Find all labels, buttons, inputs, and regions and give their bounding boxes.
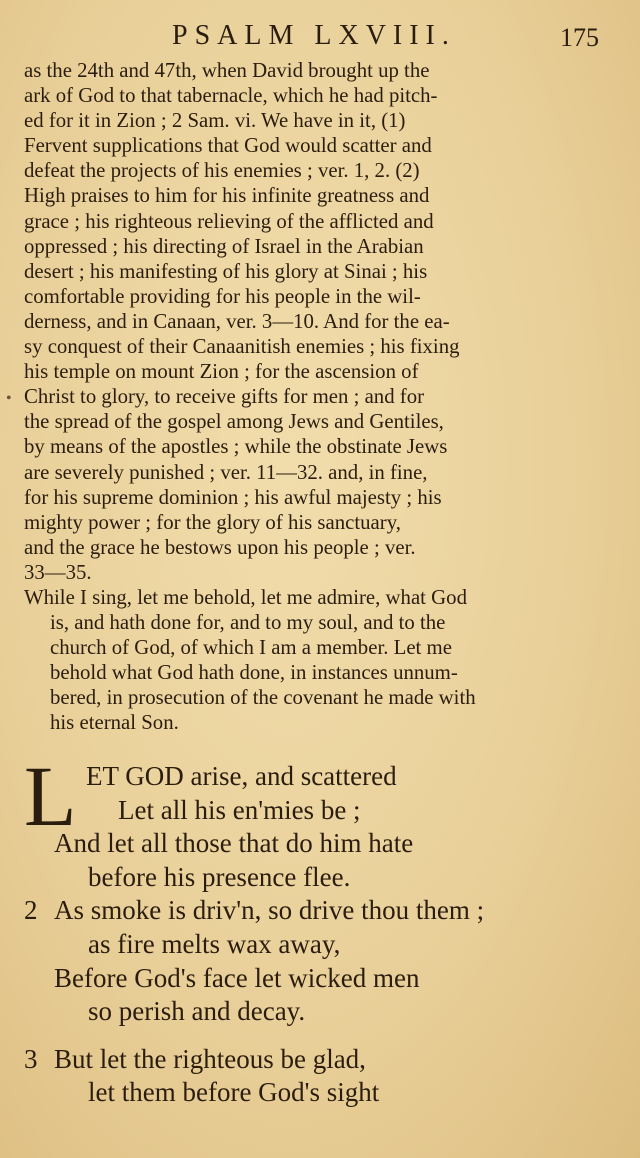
reflection-line: While I sing, let me behold, let me admire, what God [24,585,467,609]
argument-line: derness, and in Canaan, ver. 3—10. And for the ea- [24,309,450,333]
argument-line: ark of God to that tabernacle, which he had pitch- [24,84,438,108]
argument-line: oppressed ; his directing of Israel in the Arabian [24,234,424,258]
psalm-verse [24,748,614,1110]
argument-line: grace ; his righteous relieving of the afflicted and [24,209,434,233]
verse-line: Let all his en'mies be ; [118,794,361,825]
verse-number: 2 [24,895,38,926]
argument-line: defeat the projects of his enemies ; ver. 1, 2. (2) [24,159,420,183]
argument-line: for his supreme dominion ; his awful majesty ; his [24,485,442,509]
verse-line: before his presence flee. [88,861,351,892]
verse-number: 3 [24,1043,38,1074]
argument-line: comfortable providing for his people in the wil- [24,284,421,308]
argument-line: as the 24th and 47th, when David brought up the [24,59,430,82]
argument-line: ed for it in Zion ; 2 Sam. vi. We have in it, (1) [24,109,406,133]
verse-line [24,1043,614,1077]
argument-line: and the grace he bestows upon his people ; ver. [24,535,416,559]
argument-line: High praises to him for his infinite greatness and [24,184,430,208]
running-title: PSALM LXVIII. [172,20,456,51]
argument-line: 33—35. [24,560,92,584]
reflection-line: behold what God hath done, in instances unnum- [50,661,458,685]
page-header [0,20,640,60]
reflection-line: is, and hath done for, and to my soul, and to the [50,611,446,635]
margin-mark: • [6,390,12,407]
verse-line: let them before God's sight [88,1077,380,1108]
argument-line: by means of the apostles ; while the obstinate Jews [24,435,448,459]
argument-line: the spread of the gospel among Jews and Gentiles, [24,410,444,434]
verse-line: And let all those that do him hate [54,828,414,859]
argument-line: Fervent supplications that God would scatter and [24,134,432,158]
verse-line: as fire melts wax away, [88,928,341,959]
argument-line: sy conquest of their Canaanitish enemies ; his fixing [24,335,460,359]
argument-line: are severely punished ; ver. 11—32. and, in fine, [24,460,428,484]
verse-line [24,894,614,928]
psalm-argument [24,58,610,736]
reflection-line: church of God, of which I am a member. Let me [50,636,452,660]
argument-line: mighty power ; for the glory of his sanctuary, [24,510,401,534]
verse-line: Before God's face let wicked men [54,962,420,993]
argument-line: his temple on mount Zion ; for the ascension of [24,360,419,384]
reflection-line: his eternal Son. [50,711,179,735]
reflection-line: bered, in prosecution of the covenant he made with [50,686,476,710]
stanza-gap [24,1029,614,1043]
drop-cap-initial: L [24,748,77,844]
verse-text: But let the righteous be glad, [54,1043,366,1074]
verse-line: ET GOD arise, and scattered [86,761,397,791]
page-number: 175 [560,23,599,52]
verse-text: As smoke is driv'n, so drive thou them ; [54,895,485,926]
verse-line: so perish and decay. [88,996,306,1027]
argument-line: Christ to glory, to receive gifts for men ; and for [24,385,425,409]
argument-line: desert ; his manifesting of his glory at Sinai ; his [24,259,428,283]
